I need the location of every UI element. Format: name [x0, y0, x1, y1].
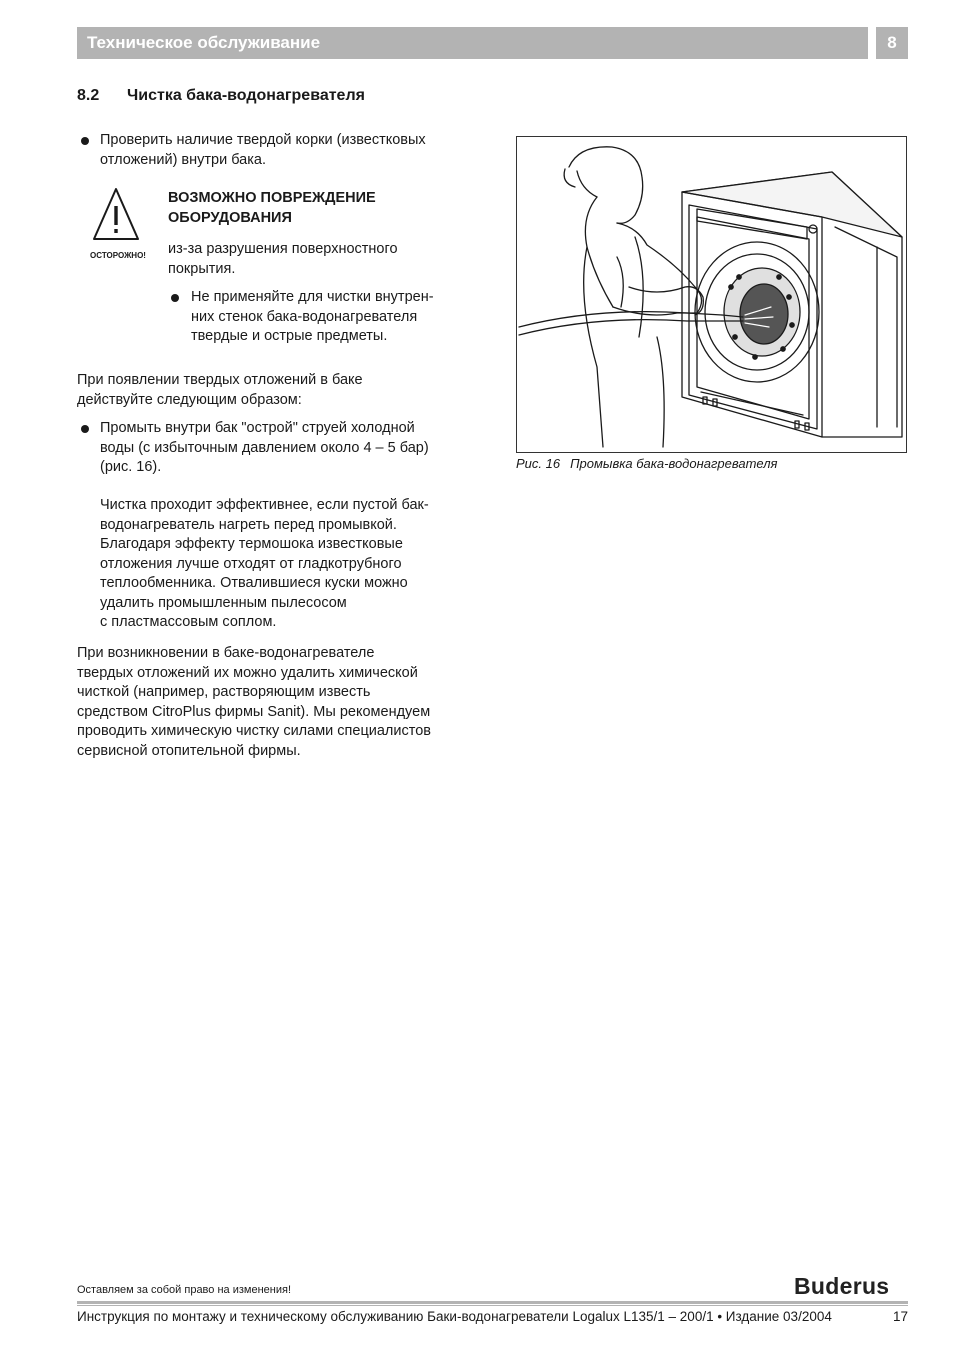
- footer-divider-thin: [77, 1305, 908, 1306]
- section-title: Чистка бака-водонагревателя: [127, 87, 365, 104]
- footer-document-title: Инструкция по монтажу и техническому обслуживанию Баки-водонагреватели Logalux L135/1 – 200/1 • Издание 03/2004: [77, 1309, 832, 1324]
- figure-caption: [516, 456, 778, 471]
- chapter-header: [77, 27, 868, 59]
- chapter-number: 8: [876, 27, 908, 59]
- paragraph-instructions-intro: При появлении твердых отложений в баке действуйте следующим образом:: [77, 372, 363, 408]
- bullet-marker: [81, 425, 89, 433]
- section-number: 8.2: [77, 87, 100, 104]
- figure-label: Рис. 16: [516, 456, 561, 471]
- figure-caption-text: Промывка бака-водонагревателя: [570, 456, 778, 471]
- chapter-title: Техническое обслуживание: [87, 33, 321, 52]
- paragraph-chemical-cleaning: При возникновении в баке-водонагревателе твердых отложений их можно удалить химической чисткой (например, растворяющим известь средством CitroPlus фирмы Sanit). Мы рекомендуем проводить химическую чистку силами специалистов сервисной отопительной фирмы.: [77, 645, 431, 759]
- warning-triangle-icon: [91, 186, 141, 242]
- warning-title: ВОЗМОЖНО ПОВРЕЖДЕНИЕ ОБОРУДОВАНИЯ: [168, 190, 376, 226]
- bullet-flush-tank: Промыть внутри бак "острой" струей холодной воды (с избыточным давлением около 4 – 5 бар) (рис. 16).: [100, 420, 429, 475]
- bullet-check-scale: Проверить наличие твердой корки (известковых отложений) внутри бака.: [100, 132, 426, 168]
- warning-text: из-за разрушения поверхностного покрытия.: [168, 241, 398, 277]
- warning-sign-label: ОСТОРОЖНО!: [90, 251, 146, 260]
- section-heading: [77, 87, 365, 105]
- warning-bullet: Не применяйте для чистки внутрен- них стенок бака-водонагревателя твердые и острые предметы.: [191, 289, 434, 344]
- bullet-marker: [81, 137, 89, 145]
- bullet-marker: [171, 294, 179, 302]
- footer-note: Оставляем за собой право на изменения!: [77, 1284, 291, 1296]
- footer-divider: [77, 1301, 908, 1304]
- tank-flushing-illustration: [517, 137, 906, 452]
- figure-tank-flushing: [516, 136, 907, 453]
- brand-logo: Buderus: [794, 1273, 890, 1299]
- paragraph-thermoshock: Чистка проходит эффективнее, если пустой бак- водонагреватель нагреть перед промывкой. Благодаря эффекту термошока известковые отложения лучше отходят от гладкотрубного теплообменника. Отвалившиеся куски можно удалить промышленным пылесосом с пластмассовым соплом.: [100, 497, 429, 630]
- page-number: 17: [892, 1309, 908, 1324]
